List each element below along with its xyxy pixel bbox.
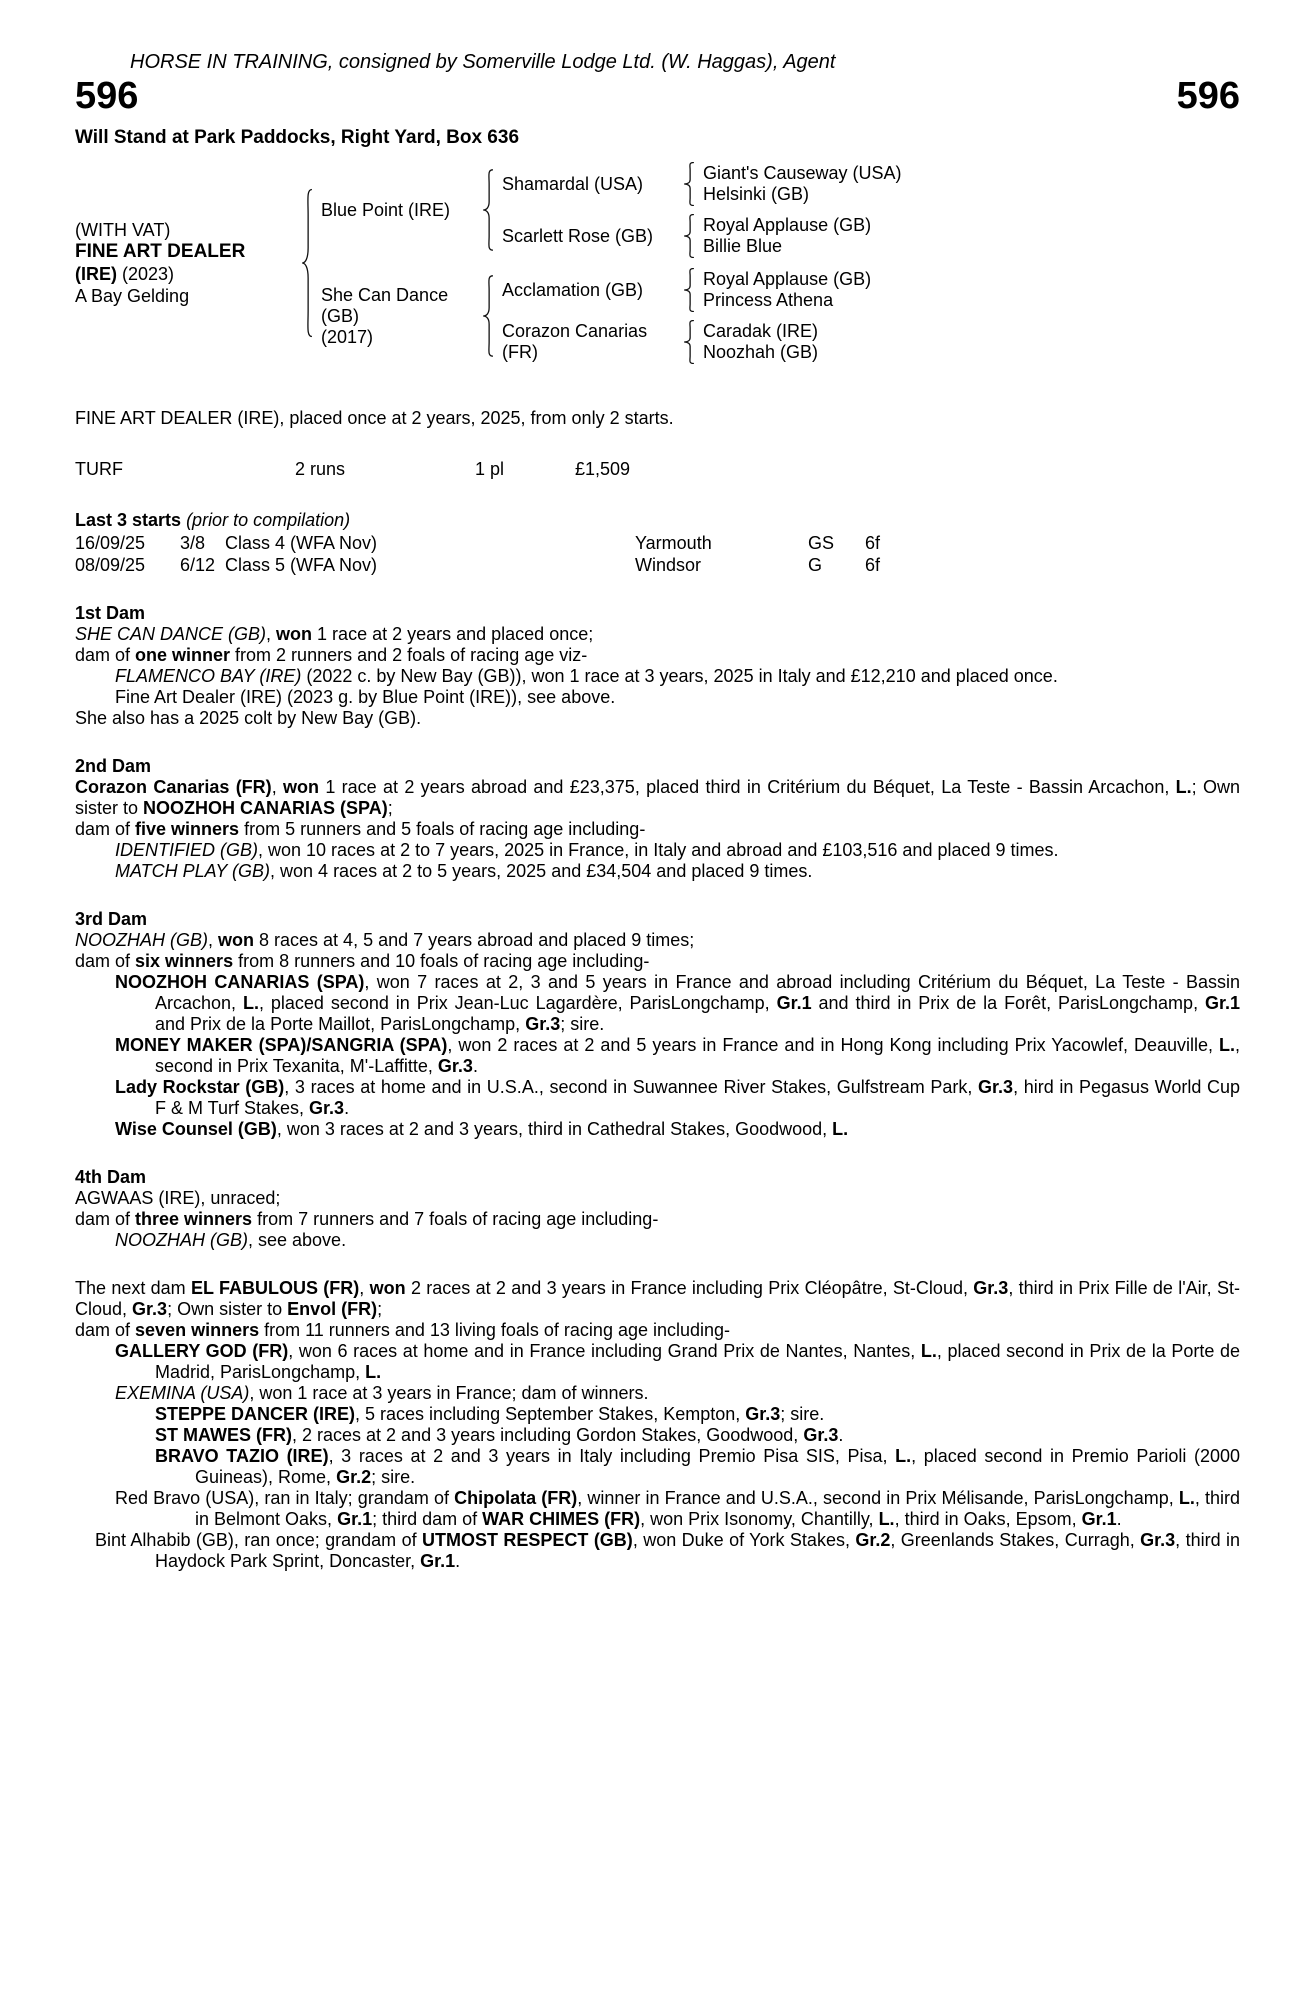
dam-dam-grandparents xyxy=(703,321,923,363)
grandsire-name: Royal Applause (GB) xyxy=(703,269,872,289)
pedigree-paragraph: MONEY MAKER (SPA)/SANGRIA (SPA), won 2 races at 2 and 5 years in France and in Hong Kong including Prix Yacowlef, Deauville, L., second in Prix Texanita, M'-Laffitte, Gr.3. xyxy=(115,1035,1240,1076)
start-going: G xyxy=(808,555,823,575)
pedigree-paragraph: BRAVO TAZIO (IRE), 3 races at 2 and 3 years in Italy including Premio Pisa SIS, Pisa, L., placed second in Premio Parioli (2000 Guineas), Rome, Gr.2; sire. xyxy=(155,1446,1240,1487)
start-course: Windsor xyxy=(635,555,702,575)
pedigree-generations xyxy=(321,162,923,364)
sire-sire-grandparents xyxy=(703,163,923,205)
grandsire-name: Giant's Causeway (USA) xyxy=(703,163,902,183)
dam-branch xyxy=(321,268,923,364)
pedigree-paragraph: Red Bravo (USA), ran in Italy; grandam of Chipolata (FR), winner in France and U.S.A., second in Prix Mélisande, ParisLongchamp, L., third in Belmont Oaks, Gr.1; third dam of WAR CHIMES (FR), won Prix Isonomy, Chantilly, L., third in Oaks, Epsom, Gr.1. xyxy=(115,1488,1240,1529)
stand-location-line: Will Stand at Park Paddocks, Right Yard, Box 636 xyxy=(75,127,520,148)
dam-name: She Can Dance (GB) (2017) xyxy=(321,284,449,347)
granddam-name: Noozhah (GB) xyxy=(703,342,819,362)
sire-branch xyxy=(321,162,923,258)
pedigree-paragraph: Bint Alhabib (GB), ran once; grandam of UTMOST RESPECT (GB), won Duke of York Stakes, Gr.2, Greenlands Stakes, Curragh, Gr.3, third in Haydock Park Sprint, Doncaster, Gr.1. xyxy=(95,1530,1241,1571)
lot-number-row xyxy=(75,75,1240,117)
pedigree-root-brace-icon xyxy=(300,188,313,338)
section-heading: 4th Dam xyxy=(75,1167,147,1187)
dam-section xyxy=(75,603,1240,729)
dam-section xyxy=(75,909,1240,1140)
pedigree-paragraph: FLAMENCO BAY (IRE) (2022 c. by New Bay (GB)), won 1 race at 3 years, 2025 in Italy and £12,210 and placed once. xyxy=(115,666,1058,686)
pedigree-paragraph: EXEMINA (USA), won 1 race at 3 years in France; dam of winners. xyxy=(115,1383,649,1403)
sire-dam-grandparents xyxy=(703,215,923,257)
start-position: 3/8 xyxy=(180,533,206,553)
sire-dam-name: Scarlett Rose (GB) xyxy=(502,225,654,246)
start-going: GS xyxy=(808,533,835,553)
pedigree-paragraph: dam of one winner from 2 runners and 2 foals of racing age viz- xyxy=(75,645,588,665)
race-record-summary: FINE ART DEALER (IRE), placed once at 2 years, 2025, from only 2 starts. xyxy=(75,408,674,428)
horse-suffix-line xyxy=(75,263,290,285)
start-position: 6/12 xyxy=(180,555,216,575)
start-distance: 6f xyxy=(865,533,881,553)
horse-name: FINE ART DEALER xyxy=(75,241,246,262)
pedigree-paragraph: dam of five winners from 5 runners and 5 foals of racing age including- xyxy=(75,819,646,839)
last-starts-label: Last 3 starts xyxy=(75,510,182,530)
sire-sire-brace-icon xyxy=(682,162,695,206)
pedigree-chart xyxy=(75,162,1240,364)
dam-sire-name: Acclamation (GB) xyxy=(502,279,644,300)
sire-dam-group xyxy=(502,214,923,258)
surface-label: TURF xyxy=(75,459,123,479)
last-starts-body xyxy=(75,532,910,576)
pedigree-paragraph: Lady Rockstar (GB), 3 races at home and in U.S.A., second in Suwannee River Stakes, Gulfstream Park, Gr.3, hird in Pegasus World Cup F & M Turf Stakes, Gr.3. xyxy=(115,1077,1240,1118)
runs-count: 2 runs xyxy=(295,459,346,479)
lot-number-left: 596 xyxy=(75,75,139,117)
start-date: 16/09/25 xyxy=(75,533,146,553)
pedigree-paragraph: dam of seven winners from 11 runners and 13 living foals of racing age including- xyxy=(75,1320,731,1340)
grandsire-name: Caradak (IRE) xyxy=(703,321,819,341)
pedigree-paragraph: STEPPE DANCER (IRE), 5 races including September Stakes, Kempton, Gr.3; sire. xyxy=(155,1404,825,1424)
race-record-stats xyxy=(75,459,1240,480)
dam-sire-brace-icon xyxy=(682,268,695,312)
pedigree-paragraph: Wise Counsel (GB), won 3 races at 2 and 3 years, third in Cathedral Stakes, Goodwood, L. xyxy=(115,1119,849,1139)
lot-number-right: 596 xyxy=(1176,75,1240,117)
dam-section xyxy=(75,1278,1240,1572)
pedigree-paragraph: GALLERY GOD (FR), won 6 races at home and in France including Grand Prix de Nantes, Nantes, L., placed second in Prix de la Porte de Madrid, ParisLongchamp, L. xyxy=(115,1341,1240,1382)
pedigree-paragraph: MATCH PLAY (GB), won 4 races at 2 to 5 years, 2025 and £34,504 and placed 9 times. xyxy=(115,861,813,881)
pedigree-paragraph: IDENTIFIED (GB), won 10 races at 2 to 7 years, 2025 in France, in Italy and abroad and £103,516 and placed 9 times. xyxy=(115,840,1059,860)
horse-year: (2023) xyxy=(122,264,175,284)
pedigree-paragraph: NOOZHOH CANARIAS (SPA), won 7 races at 2, 3 and 5 years in France and abroad including Critérium du Béquet, La Teste - Bassin Arcachon, L., placed second in Prix Jean-Luc Lagardère, ParisLongchamp, Gr.1 and third in Prix de la Forêt, ParisLongchamp, Gr.1 and Prix de la Porte Maillot, ParisLongchamp, Gr.3; sire. xyxy=(115,972,1241,1034)
earnings-amount: £1,509 xyxy=(575,459,631,479)
dam-dam-group xyxy=(502,320,923,364)
last-starts-note: (prior to compilation) xyxy=(181,510,351,530)
dam-section xyxy=(75,756,1240,882)
section-heading: 3rd Dam xyxy=(75,909,148,929)
sire-sire-name: Shamardal (USA) xyxy=(502,173,644,194)
pedigree-paragraph: The next dam EL FABULOUS (FR), won 2 races at 2 and 3 years in France including Prix Cléopâtre, St-Cloud, Gr.3, third in Prix Fille de l'Air, St-Cloud, Gr.3; Own sister to Envol (FR); xyxy=(75,1278,1240,1319)
pedigree-paragraph: SHE CAN DANCE (GB), won 1 race at 2 years and placed once; xyxy=(75,624,594,644)
pedigree-paragraph: She also has a 2025 colt by New Bay (GB). xyxy=(75,708,422,728)
start-course: Yarmouth xyxy=(635,533,712,553)
vat-note: (WITH VAT) xyxy=(75,220,171,240)
start-date: 08/09/25 xyxy=(75,555,146,575)
sire-name: Blue Point (IRE) xyxy=(321,199,451,220)
start-race: Class 4 (WFA Nov) xyxy=(225,533,378,553)
start-race: Class 5 (WFA Nov) xyxy=(225,555,378,575)
pedigree-paragraph: Fine Art Dealer (IRE) (2023 g. by Blue Point (IRE)), see above. xyxy=(115,687,616,707)
horse-description: A Bay Gelding xyxy=(75,286,190,306)
horse-info xyxy=(75,219,290,307)
start-distance: 6f xyxy=(865,555,881,575)
pedigree-paragraph: ST MAWES (FR), 2 races at 2 and 3 years including Gordon Stakes, Goodwood, Gr.3. xyxy=(155,1425,844,1445)
dam-sire-group xyxy=(502,268,923,312)
pedigree-paragraph: AGWAAS (IRE), unraced; xyxy=(75,1188,281,1208)
granddam-name: Princess Athena xyxy=(703,290,834,310)
dam-brace-icon xyxy=(481,275,494,357)
dam-dam-brace-icon xyxy=(682,320,695,364)
sire-brace-icon xyxy=(481,169,494,251)
pedigree-paragraph: NOOZHAH (GB), see above. xyxy=(115,1230,347,1250)
placings-count: 1 pl xyxy=(475,459,505,479)
dam-dam-name: Corazon Canarias (FR) xyxy=(502,321,648,362)
granddam-name: Billie Blue xyxy=(703,236,783,256)
start-row xyxy=(75,532,910,554)
pedigree-paragraph: dam of three winners from 7 runners and 7 foals of racing age including- xyxy=(75,1209,659,1229)
pedigree-paragraph: Corazon Canarias (FR), won 1 race at 2 years abroad and £23,375, placed third in Critérium du Béquet, La Teste - Bassin Arcachon, L.; Own sister to NOOZHOH CANARIAS (SPA); xyxy=(75,777,1240,818)
horse-suffix: (IRE) xyxy=(75,264,117,284)
dam-sire-grandparents xyxy=(703,269,923,311)
pedigree-paragraph: dam of six winners from 8 runners and 10 foals of racing age including- xyxy=(75,951,650,971)
dam-section xyxy=(75,1167,1240,1251)
section-heading: 2nd Dam xyxy=(75,756,152,776)
pedigree-paragraph: NOOZHAH (GB), won 8 races at 4, 5 and 7 years abroad and placed 9 times; xyxy=(75,930,695,950)
section-heading: 1st Dam xyxy=(75,603,146,623)
granddam-name: Helsinki (GB) xyxy=(703,184,810,204)
last-starts-heading xyxy=(75,510,1240,531)
sire-dam-brace-icon xyxy=(682,214,695,258)
last-starts-table xyxy=(75,532,910,576)
sire-sire-group xyxy=(502,162,923,206)
pedigree-text-sections xyxy=(75,603,1240,1572)
start-row xyxy=(75,554,910,576)
consignor-line: HORSE IN TRAINING, consigned by Somerville Lodge Ltd. (W. Haggas), Agent xyxy=(130,51,836,73)
grandsire-name: Royal Applause (GB) xyxy=(703,215,872,235)
